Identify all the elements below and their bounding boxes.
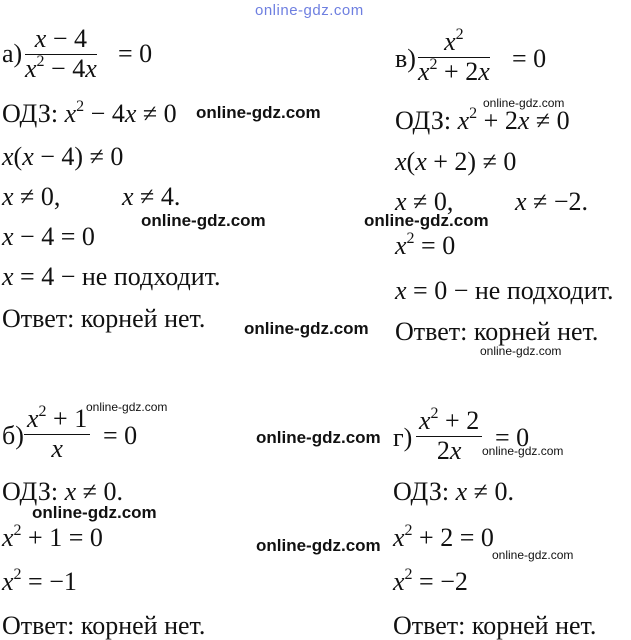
part-v-odz: ОДЗ: $x^2 + 2x \ne 0$: [395, 105, 570, 135]
part-v-answer: Ответ: корней нет.: [395, 317, 599, 346]
part-g-denominator: 2x: [436, 436, 462, 465]
part-a-denominator: $x^2 - 4x$: [25, 53, 97, 83]
watermark: online-gdz.com: [32, 503, 157, 522]
part-v-line-5: x = 0 − не подходит.: [395, 276, 614, 305]
part-a-rhs: = 0: [118, 39, 153, 68]
part-g-odz: ОДЗ: x ≠ 0.: [393, 477, 514, 506]
part-g-line-3: $x^2 = -2$: [393, 566, 468, 596]
part-g-rhs: = 0: [495, 423, 530, 452]
part-a-answer: Ответ: корней нет.: [2, 304, 206, 333]
part-a-line-3: x ≠ 0,: [2, 182, 61, 211]
part-a-line-3b: x ≠ 4.: [122, 182, 181, 211]
part-a-line-5: x = 4 − не подходит.: [2, 262, 221, 291]
part-b-odz: ОДЗ: x ≠ 0.: [2, 477, 123, 506]
watermark: online-gdz.com: [196, 103, 321, 122]
part-g-fraction: [416, 407, 482, 465]
part-v-numerator: $x^2$: [444, 26, 464, 56]
part-a-fraction: [25, 25, 97, 83]
part-v-label: в): [395, 44, 416, 73]
part-a-line-4: x − 4 = 0: [2, 222, 95, 251]
watermark: online-gdz.com: [483, 96, 565, 110]
part-b-rhs: = 0: [103, 421, 138, 450]
part-b-label: б): [2, 421, 24, 450]
part-a-numerator: x − 4: [34, 24, 87, 53]
part-b-line-3: $x^2 = -1$: [2, 566, 77, 596]
watermark: online-gdz.com: [256, 428, 381, 447]
part-g-numerator: $x^2 + 2$: [419, 405, 480, 435]
part-a-line-2: x(x − 4) ≠ 0: [2, 142, 124, 171]
watermark-top: online-gdz.com: [255, 2, 364, 19]
part-b-line-2: $x^2 + 1 = 0$: [2, 522, 103, 552]
part-b-numerator: $x^2 + 1$: [27, 403, 88, 433]
watermark: online-gdz.com: [364, 211, 489, 230]
watermark: online-gdz.com: [480, 344, 562, 358]
watermark: online-gdz.com: [141, 211, 266, 230]
watermark: online-gdz.com: [482, 444, 564, 458]
part-v-rhs: = 0: [512, 44, 547, 73]
watermark: online-gdz.com: [492, 548, 574, 562]
part-b-answer: Ответ: корней нет.: [2, 611, 206, 640]
part-g-answer: Ответ: корней нет.: [393, 611, 597, 640]
part-g-label: г): [393, 423, 413, 452]
watermark: online-gdz.com: [256, 536, 381, 555]
part-b-denominator: x: [51, 434, 63, 463]
part-v-line-3: x ≠ 0,: [395, 187, 454, 216]
watermark: online-gdz.com: [244, 319, 369, 338]
part-a-odz: ОДЗ: $x^2 - 4x \ne 0$: [2, 98, 177, 128]
part-v-fraction: [418, 28, 490, 86]
part-v-line-4: $x^2 = 0$: [395, 230, 456, 260]
part-b-fraction: [24, 405, 90, 463]
part-a-label: а): [2, 39, 23, 68]
watermark: online-gdz.com: [86, 400, 168, 414]
part-g-line-2: $x^2 + 2 = 0$: [393, 522, 494, 552]
part-v-line-3b: x ≠ −2.: [515, 187, 588, 216]
part-v-line-2: x(x + 2) ≠ 0: [395, 147, 517, 176]
part-v-denominator: $x^2 + 2x$: [418, 56, 490, 86]
